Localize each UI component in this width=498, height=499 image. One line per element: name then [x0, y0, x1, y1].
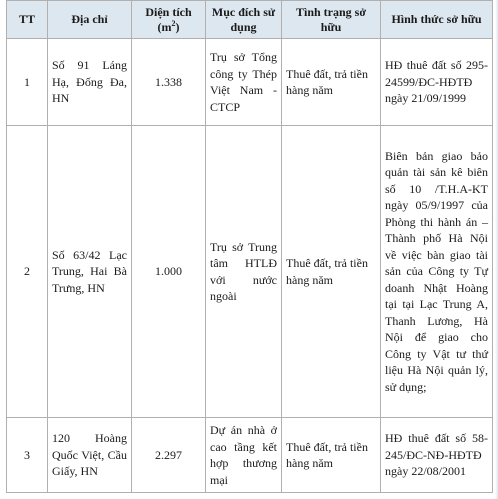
cell-purpose: Dự án nhà ở cao tầng kết hợp thương mại — [206, 418, 282, 493]
cell-area: 1.338 — [132, 39, 206, 126]
cell-status: Thuê đất, trả tiền hàng năm — [282, 418, 381, 493]
cell-area: 1.000 — [132, 126, 206, 418]
cell-address: 120 Hoàng Quốc Việt, Cầu Giấy, HN — [48, 418, 132, 493]
cell-address: Số 91 Láng Hạ, Đống Đa, HN — [48, 39, 132, 126]
cell-address: Số 63/42 Lạc Trung, Hai Bà Trưng, HN — [48, 126, 132, 418]
table-row — [7, 418, 493, 493]
header-area-unit: $(m^2)$ — [157, 18, 180, 34]
header-status: Tình trạng sở hữu — [282, 1, 381, 39]
header-tt: TT — [7, 1, 48, 39]
cell-form: HĐ thuê đất số 295-24599/ĐC-HĐTĐ ngày 21/09/1999 — [381, 39, 493, 126]
header-form: Hình thức sở hữu — [381, 1, 493, 39]
cell-area: 2.297 — [132, 418, 206, 493]
table-row — [7, 39, 493, 126]
cell-purpose: Trụ sở Trung tâm HTLĐ với nước ngoài — [206, 126, 282, 418]
cell-tt: 2 — [7, 126, 48, 418]
cell-tt: 1 — [7, 39, 48, 126]
table-row — [7, 126, 493, 418]
cell-form: HĐ thuê đất số 58-245/ĐC-NĐ-HĐTĐ ngày 22/08/2001 — [381, 418, 493, 493]
header-purpose: Mục đích sử dụng — [206, 1, 282, 39]
header-address: Địa chỉ — [48, 1, 132, 39]
cell-form: Biên bản giao bảo quản tài sản kê biên số 10 /T.H.A-KT ngày 05/9/1997 của Phòng thi hành án – Thành phố Hà Nội về việc bàn giao tài sản của Công ty Tự doanh Nhật Hoàng tại tại Lạc Trung A, Thanh Lương, Hà Nội để giao cho Công ty Vật tư thứ liệu Hà Nội quản lý, sử dụng; — [381, 126, 493, 418]
header-area — [132, 1, 206, 39]
table-header-row — [7, 1, 493, 39]
header-area-label: Diện tích — [145, 4, 192, 19]
cell-status: Thuê đất, trả tiền hàng năm — [282, 126, 381, 418]
property-table — [6, 0, 493, 493]
cell-status: Thuê đất, trả tiền hàng năm — [282, 39, 381, 126]
cell-tt: 3 — [7, 418, 48, 493]
cell-purpose: Trụ sở Tổng công ty Thép Việt Nam - CTCP — [206, 39, 282, 126]
